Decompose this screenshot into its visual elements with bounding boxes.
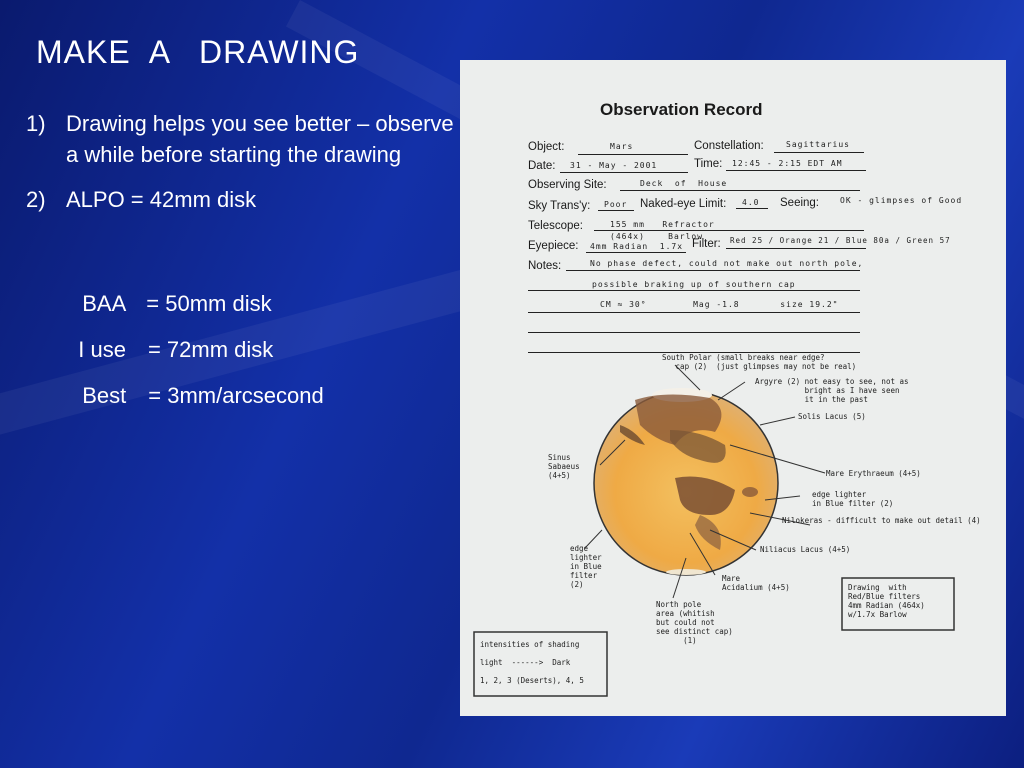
date-label: Date: [528, 160, 556, 172]
solis-lacus-annotation: Solis Lacus (5) [798, 412, 866, 421]
sky-value: Poor [604, 200, 628, 209]
row-label: BAA [82, 291, 127, 316]
row-label: I use [78, 337, 126, 362]
intensity-scale-box: intensities of shading light ------> Dark 1, 2, 3 (Deserts), 4, 5 [480, 640, 584, 685]
row-value: = 3mm/arcsecond [148, 383, 324, 408]
notes-line-1: No phase defect, could not make out north pole, [590, 259, 864, 268]
time-value: 12:45 - 2:15 EDT AM [732, 159, 843, 168]
eyepiece-label: Eyepiece: [528, 240, 579, 252]
naked-eye-value: 4.0 [742, 198, 760, 207]
sinus-sabaeus-annotation: Sinus Sabaeus (4+5) [548, 453, 580, 480]
south-polar-annotation: South Polar (small breaks near edge? cap (2) (just glimpses may not be real) [662, 353, 857, 371]
object-label: Object: [528, 141, 565, 153]
notes-line-3: CM ≈ 30° Mag -1.8 size 19.2" [600, 300, 839, 309]
seeing-label: Seeing: [780, 197, 820, 209]
north-pole-annotation: North pole area (whitish but could not see distinct cap) (1) [656, 600, 733, 645]
niliacus-lacus-annotation: Niliacus Lacus (4+5) [760, 545, 851, 554]
site-value: Deck of House [640, 179, 728, 188]
mare-acidalium-annotation: Mare Acidalium (4+5) [722, 574, 790, 592]
drawing-info-box: Drawing with Red/Blue filters 4mm Radian (464x) w/1.7x Barlow [848, 583, 925, 619]
bullet-item [26, 108, 466, 170]
site-label: Observing Site: [528, 179, 607, 191]
eyepiece-note: (464x) Barlow [610, 232, 704, 241]
bullet-number: 1) [26, 111, 46, 136]
nilokeras-annotation: Nilokeras - difficult to make out detail (4) [782, 516, 981, 525]
eyepiece-value: 4mm Radian 1.7x [590, 242, 684, 251]
constellation-value: Sagittarius [786, 140, 850, 149]
record-title: Observation Record [600, 100, 763, 119]
seeing-value: OK - glimpses of Good [840, 196, 963, 205]
bullet-text: Drawing helps you see better – observe a while before starting the drawing [66, 111, 454, 167]
disk-size-row [70, 265, 272, 317]
row-value: = 50mm disk [146, 291, 272, 316]
filter-value: Red 25 / Orange 21 / Blue 80a / Green 57 [730, 236, 951, 245]
bullet-number: 2) [26, 187, 46, 212]
bullet-item [26, 184, 466, 215]
naked-eye-label: Naked-eye Limit: [640, 198, 727, 210]
row-value: = 72mm disk [147, 337, 274, 362]
notes-label: Notes: [528, 260, 562, 272]
edge-lighter-annotation: edge lighter in Blue filter (2) [812, 490, 894, 508]
edge-left-annotation: edge lighter in Blue filter (2) [570, 544, 602, 589]
bullet-list [26, 108, 466, 215]
argyre-annotation: Argyre (2) not easy to see, not as bright as I have seen it in the past [755, 377, 909, 404]
disk-size-row [66, 311, 273, 363]
row-label: Best [82, 383, 127, 408]
notes-line-2: possible braking up of southern cap [592, 280, 796, 289]
observation-record-image [460, 60, 1006, 716]
telescope-label: Telescope: [528, 220, 583, 232]
sky-label: Sky Trans'y: [528, 200, 591, 212]
slide-title: MAKE A DRAWING [36, 34, 360, 70]
disk-size-row [70, 357, 324, 409]
date-value: 31 - May - 2001 [570, 161, 658, 170]
time-label: Time: [694, 158, 723, 170]
telescope-value: 155 mm Refractor [610, 220, 715, 229]
mare-erythraeum-annotation: Mare Erythraeum (4+5) [826, 469, 921, 478]
filter-label: Filter: [692, 238, 721, 250]
bullet-text: ALPO = 42mm disk [66, 187, 257, 212]
object-value: Mars [610, 142, 634, 151]
north-polar-area [666, 569, 706, 575]
constellation-label: Constellation: [694, 140, 764, 152]
dark-marking [742, 487, 758, 497]
